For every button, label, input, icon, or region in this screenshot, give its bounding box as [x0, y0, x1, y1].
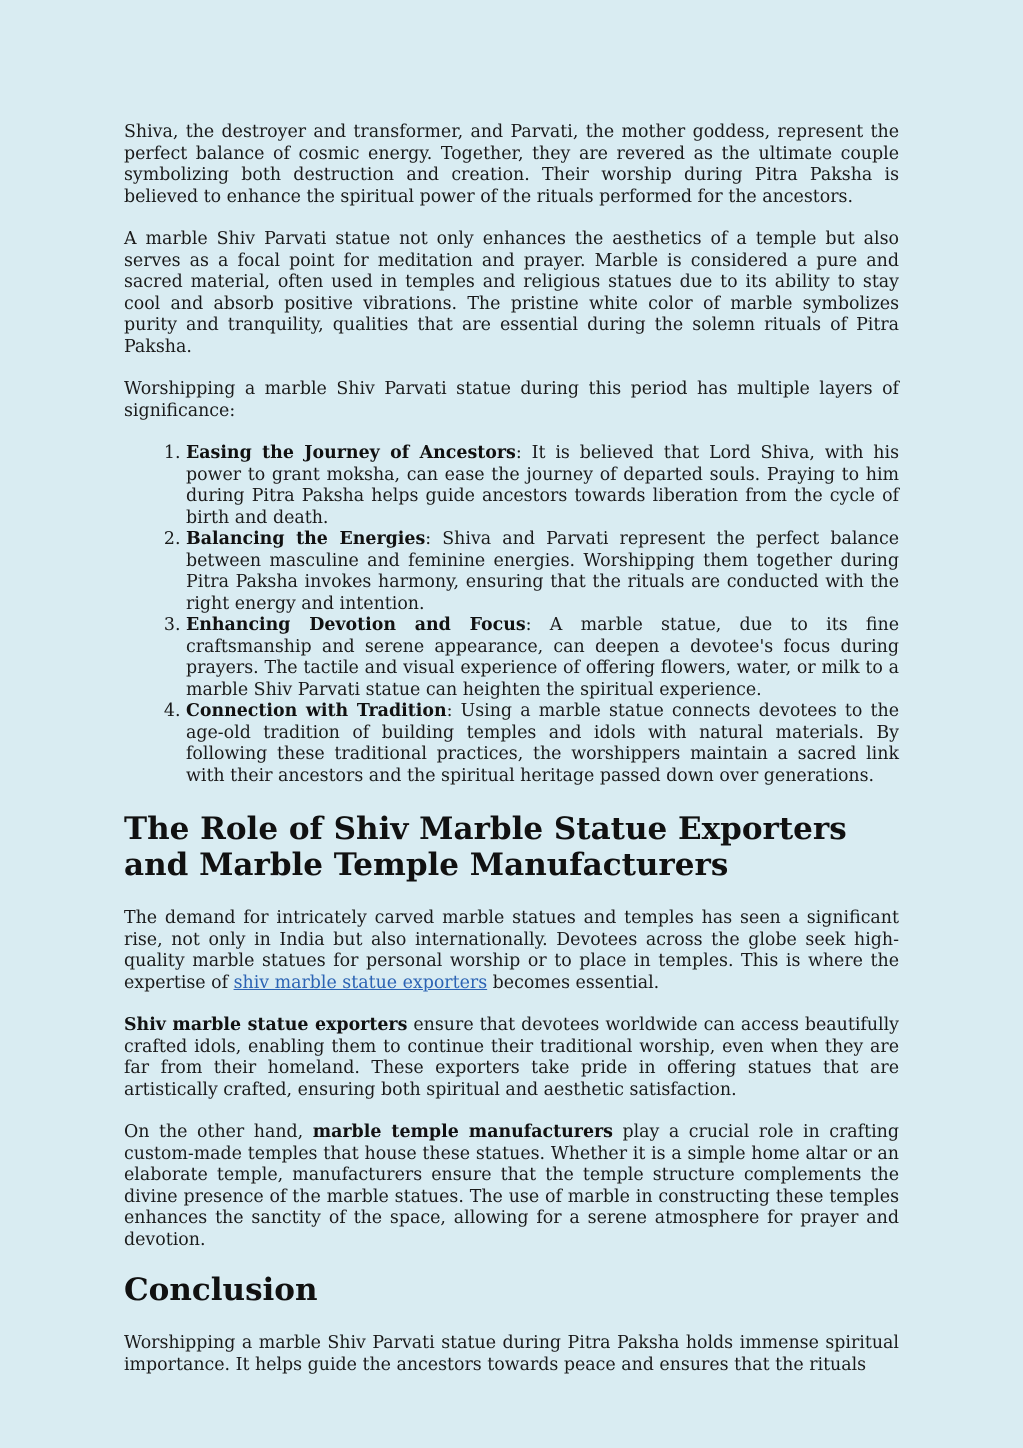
list-item [186, 529, 899, 615]
list-item-text: : It is believed that Lord Shiva, with his power to grant moksha, can ease the journey of departed souls. Praying to him during Pitra Paksha helps guide ancestors towards liberation from the cycle of birth and death. [186, 443, 899, 528]
section-heading-conclusion: Conclusion [124, 1272, 318, 1308]
list-item-text: : A marble statue, due to its fine craftsmanship and serene appearance, can deepen a devotee's focus during prayers. The tactile and visual experience of offering flowers, water, or milk to a marble Shiv Parvati statue can heighten the spiritual experience. [186, 615, 899, 700]
paragraph-manufacturers-text: play a crucial role in crafting custom-made temples that house these statues. Whether it is a simple home altar or an elaborate temple, manufacturers ensure that the temple structure complements the divine presence of the marble statues. The use of marble in constructing these temples enhances the sanctity of the space, allowing for a serene atmosphere for prayer and devotion. [124, 1122, 899, 1250]
list-item-title: Connection with Tradition [186, 701, 447, 721]
section-heading-role: The Role of Shiv Marble Statue Exporters and Marble Temple Manufacturers [124, 811, 847, 883]
paragraph-demand-text: The demand for intricately carved marble statues and temples has seen a significant rise, not only in India but also internationally. Devotees across the globe seek high-quality marble statues for personal worship or to place in temples. This is where the expertise of [124, 908, 899, 993]
list-item-title: Easing the Journey of Ancestors [186, 443, 516, 463]
paragraph-significance-intro: Worshipping a marble Shiv Parvati statue during this period has multiple layers of significance: [124, 379, 899, 421]
paragraph-demand [124, 908, 899, 994]
significance-list [124, 443, 899, 787]
paragraph-shiva-parvati-intro: Shiva, the destroyer and transformer, and Parvati, the mother goddess, represent the perfect balance of cosmic energy. Together, they are revered as the ultimate couple symbolizing both destruction and creation. Their worship during Pitra Paksha is believed to enhance the spiritual power of the rituals performed for the ancestors. [124, 122, 899, 207]
shiv-marble-statue-exporters-link[interactable]: shiv marble statue exporters [233, 972, 488, 993]
list-item [186, 615, 899, 701]
paragraph-marble-statue: A marble Shiv Parvati statue not only enhances the aesthetics of a temple but also serves as a focal point for meditation and prayer. Marble is considered a pure and sacred material, often used in temples and religious statues due to its ability to stay cool and absorb positive vibrations. The pristine white color of marble symbolizes purity and tranquility, qualities that are essential during the solemn rituals of Pitra Paksha. [124, 229, 899, 357]
paragraph-conclusion: Worshipping a marble Shiv Parvati statue during Pitra Paksha holds immense spiritual importance. It helps guide the ancestors towards peace and ensures that the rituals [124, 1333, 899, 1375]
list-item-text: : Using a marble statue connects devotees to the age-old tradition of building temples and idols with natural materials. By following these traditional practices, the worshippers maintain a sacred link with their ancestors and the spiritual heritage passed down over generations. [186, 701, 899, 786]
list-item [186, 443, 899, 529]
exporters-bold: Shiv marble statue exporters [124, 1015, 408, 1035]
paragraph-demand-tail: becomes essential. [487, 972, 660, 993]
manufacturers-bold: marble temple manufacturers [312, 1122, 613, 1142]
list-item-title: Balancing the Energies [186, 529, 426, 549]
paragraph-manufacturers-start: On the other hand, [124, 1122, 313, 1142]
paragraph-exporters [124, 1015, 899, 1101]
list-item [186, 701, 899, 787]
list-item-text: : Shiva and Parvati represent the perfect balance between masculine and feminine energies. Worshipping them together during Pitra Paksha invokes harmony, ensuring that the rituals are conducted with the right energy and intention. [186, 529, 899, 614]
paragraph-exporters-text: ensure that devotees worldwide can access beautifully crafted idols, enabling them to continue their traditional worship, even when they are far from their homeland. These exporters take pride in offering statues that are artistically crafted, ensuring both spiritual and aesthetic satisfaction. [124, 1015, 899, 1100]
list-item-title: Enhancing Devotion and Focus [186, 615, 526, 635]
paragraph-manufacturers [124, 1122, 899, 1251]
